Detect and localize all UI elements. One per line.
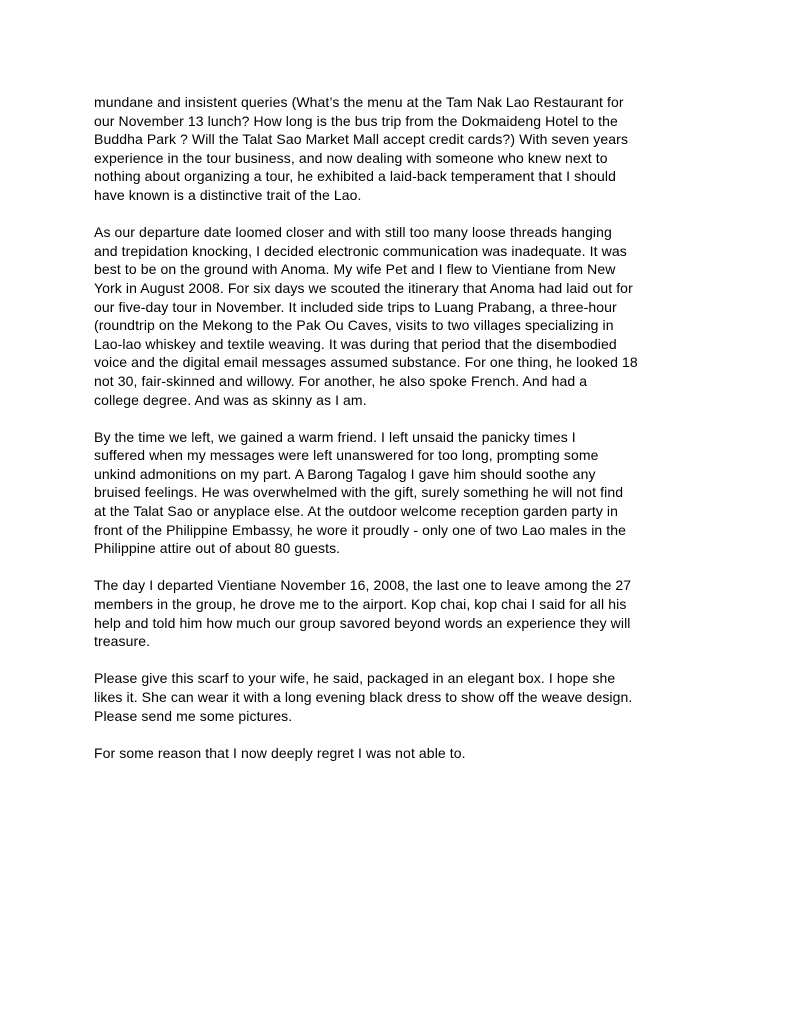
text-line: college degree. And was as skinny as I am.: [94, 391, 367, 408]
text-line: likes it. She can wear it with a long evening black dress to show off the weave design.: [94, 689, 633, 705]
paragraph: [94, 669, 714, 725]
paragraph: [94, 744, 714, 763]
text-line: York in August 2008. For six days we scouted the itinerary that Anoma had laid out for: [94, 279, 633, 296]
text-line: Philippine attire out of about 80 guests.: [94, 540, 341, 557]
paragraph: [94, 428, 714, 558]
text-line: unkind admonitions on my part. A Barong Tagalog I gave him should soothe any: [94, 465, 596, 482]
text-line: The day I departed Vientiane November 16, 2008, the last one to leave among the 27: [94, 577, 632, 594]
text-line: members in the group, he drove me to the airport. Kop chai, kop chai I said for all his: [94, 596, 627, 613]
text-line: help and told him how much our group savored beyond words an experience they will: [94, 614, 631, 631]
document-body: [94, 93, 714, 781]
text-line: at the Talat Sao or anyplace else. At the outdoor welcome reception garden party in: [94, 503, 619, 520]
paragraph: [94, 223, 714, 409]
text-line: mundane and insistent queries (What’s the menu at the Tam Nak Lao Restaurant for: [94, 94, 624, 110]
text-line: front of the Philippine Embassy, he wore it proudly - only one of two Lao males in the: [94, 521, 627, 538]
text-line: not 30, fair-skinned and willowy. For another, he also spoke French. And had a: [94, 372, 588, 389]
text-line: and trepidation knocking, I decided electronic communication was inadequate. It was: [94, 242, 627, 259]
text-line: As our departure date loomed closer and with still too many loose threads hanging: [94, 224, 612, 241]
text-line: suffered when my messages were left unanswered for too long, prompting some: [94, 447, 599, 464]
text-line: For some reason that I now deeply regret I was not able to.: [94, 744, 466, 761]
text-line: our November 13 lunch? How long is the bus trip from the Dokmaideng Hotel to the: [94, 112, 618, 129]
text-line: Buddha Park ? Will the Talat Sao Market Mall accept credit cards?) With seven years: [94, 131, 629, 148]
text-line: nothing about organizing a tour, he exhibited a laid-back temperament that I should: [94, 168, 616, 185]
text-line: By the time we left, we gained a warm friend. I left unsaid the panicky times I: [94, 428, 576, 445]
text-line: Please give this scarf to your wife, he said, packaged in an elegant box. I hope she: [94, 670, 616, 687]
text-line: Please send me some pictures.: [94, 707, 293, 724]
text-line: have known is a distinctive trait of the Lao.: [94, 186, 362, 203]
text-line: treasure.: [94, 633, 151, 650]
text-line: (roundtrip on the Mekong to the Pak Ou Caves, visits to two villages specializing in: [94, 317, 614, 334]
text-line: bruised feelings. He was overwhelmed with the gift, surely something he will not find: [94, 484, 624, 501]
text-line: our five-day tour in November. It included side trips to Luang Prabang, a three-hour: [94, 298, 617, 315]
text-line: voice and the digital email messages assumed substance. For one thing, he looked 18: [94, 354, 638, 371]
text-line: best to be on the ground with Anoma. My wife Pet and I flew to Vientiane from New: [94, 261, 616, 278]
text-line: Lao-lao whiskey and textile weaving. It was during that period that the disembodied: [94, 335, 617, 352]
text-line: experience in the tour business, and now dealing with someone who knew next to: [94, 149, 608, 166]
paragraph: [94, 576, 714, 650]
paragraph: [94, 93, 714, 205]
